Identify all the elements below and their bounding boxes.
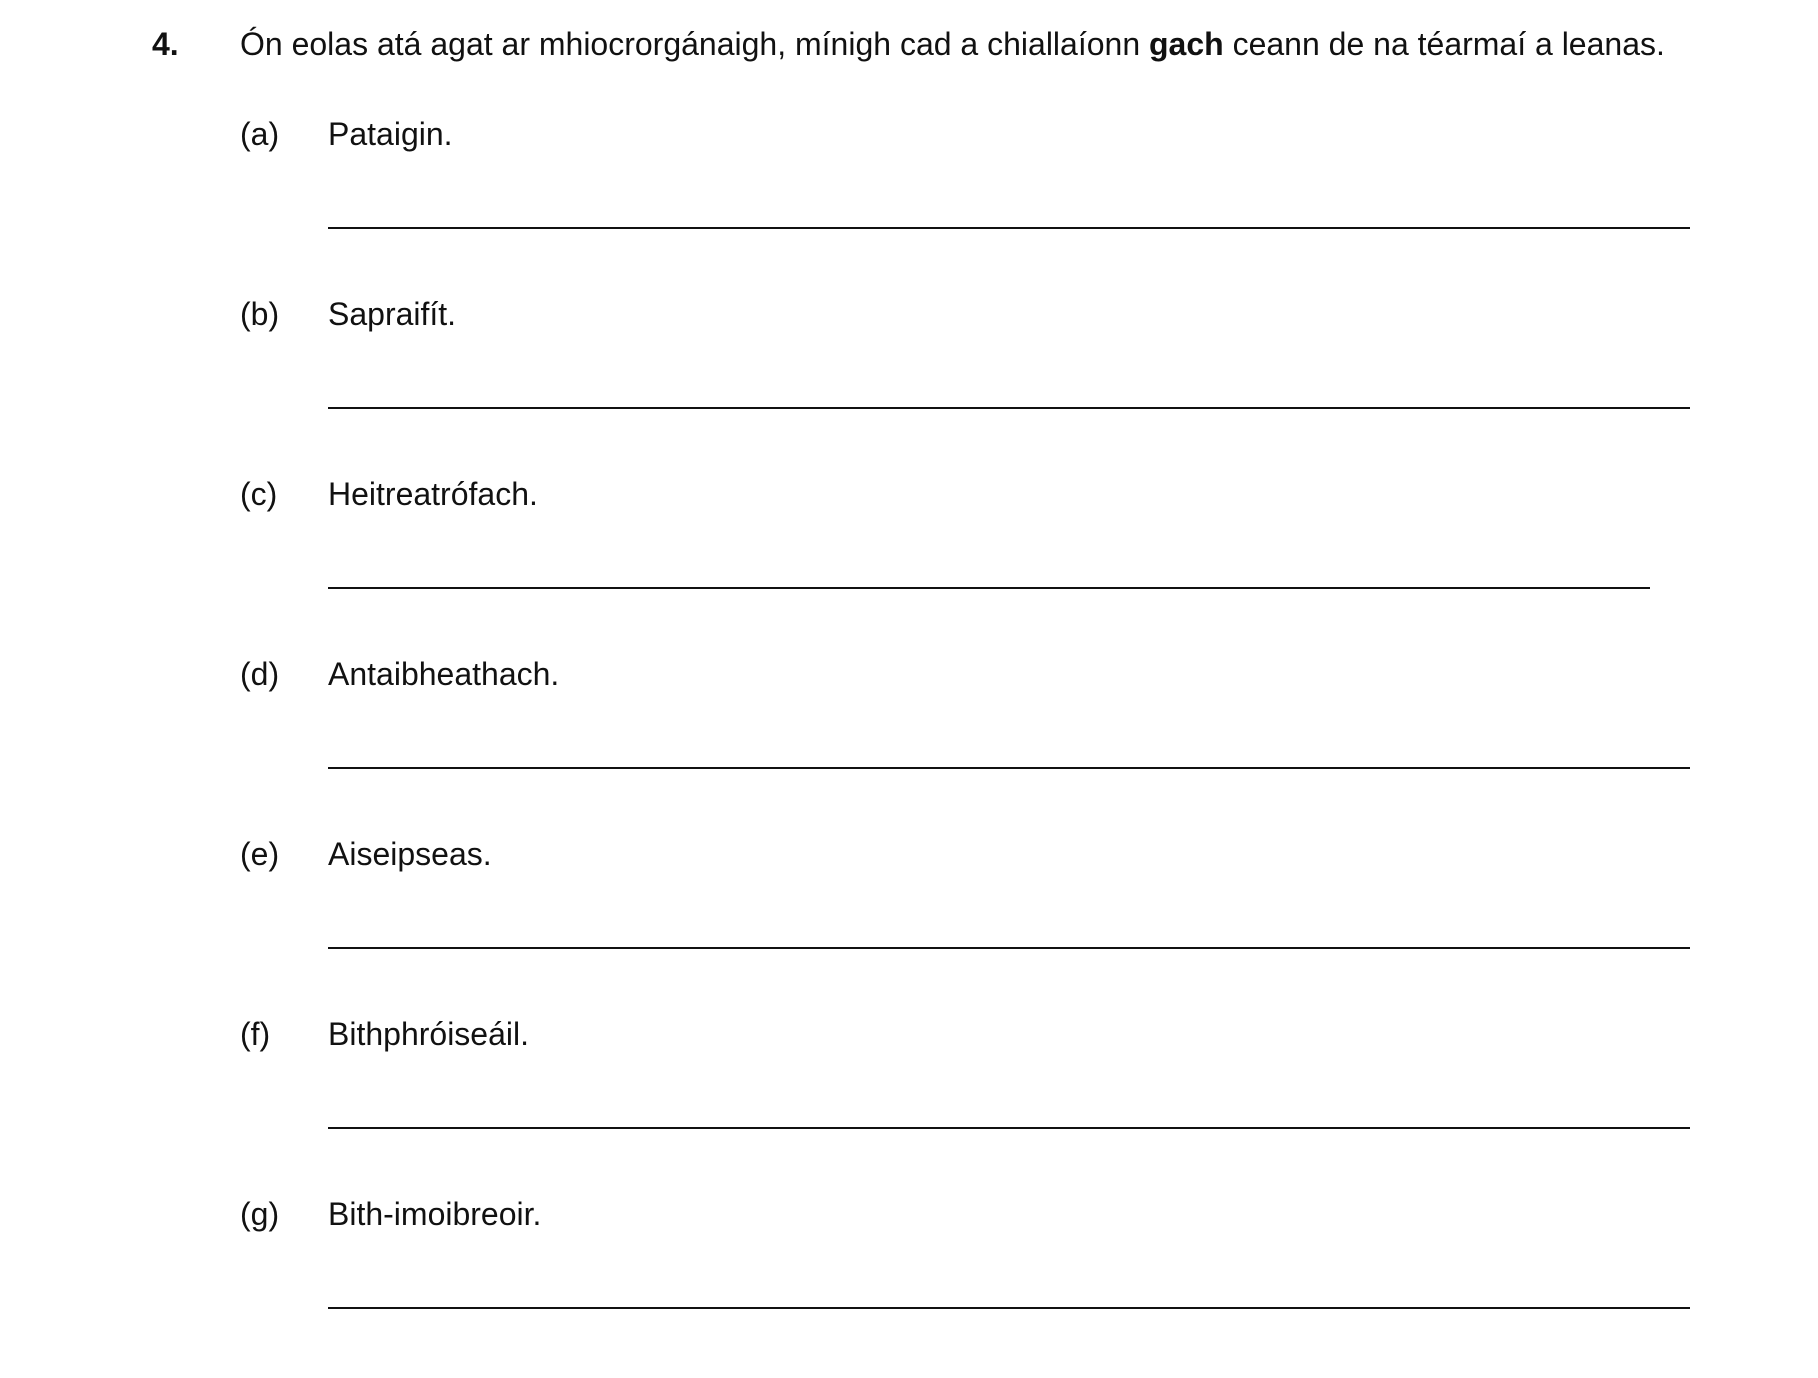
part-label: (f) [240,1016,271,1052]
prompt-emphasis: gach [1149,26,1224,62]
part-label: (a) [240,116,280,152]
answer-line[interactable] [328,407,1690,409]
question-part-b [240,292,1690,472]
answer-line[interactable] [328,1127,1690,1129]
part-term: Heitreatrófach. [328,476,538,512]
part-label: (g) [240,1196,280,1232]
part-term: Aiseipseas. [328,836,492,872]
question-part-e [240,832,1690,1012]
answer-line[interactable] [328,587,1650,589]
part-label: (d) [240,656,280,692]
part-term: Pataigin. [328,116,453,152]
prompt-text-end: ceann de na téarmaí a leanas. [1223,26,1665,62]
answer-line[interactable] [328,227,1690,229]
question-number: 4. [152,26,179,62]
answer-line[interactable] [328,1307,1690,1309]
part-term: Bithphróiseáil. [328,1016,529,1052]
question-part-d [240,652,1690,832]
prompt-text-start: Ón eolas atá agat ar mhiocrorgánaigh, mínigh cad a chiallaíonn [240,26,1149,62]
part-term: Bith-imoibreoir. [328,1196,542,1232]
question-part-f [240,1012,1690,1192]
question-part-g [240,1192,1690,1372]
question-part-a [240,112,1690,292]
part-label: (c) [240,476,278,512]
answer-line[interactable] [328,767,1690,769]
question-prompt [240,22,1720,66]
part-term: Sapraifít. [328,296,457,332]
part-term: Antaibheathach. [328,656,560,692]
answer-line[interactable] [328,947,1690,949]
part-label: (e) [240,836,280,872]
part-label: (b) [240,296,280,332]
question-part-c [240,472,1690,652]
